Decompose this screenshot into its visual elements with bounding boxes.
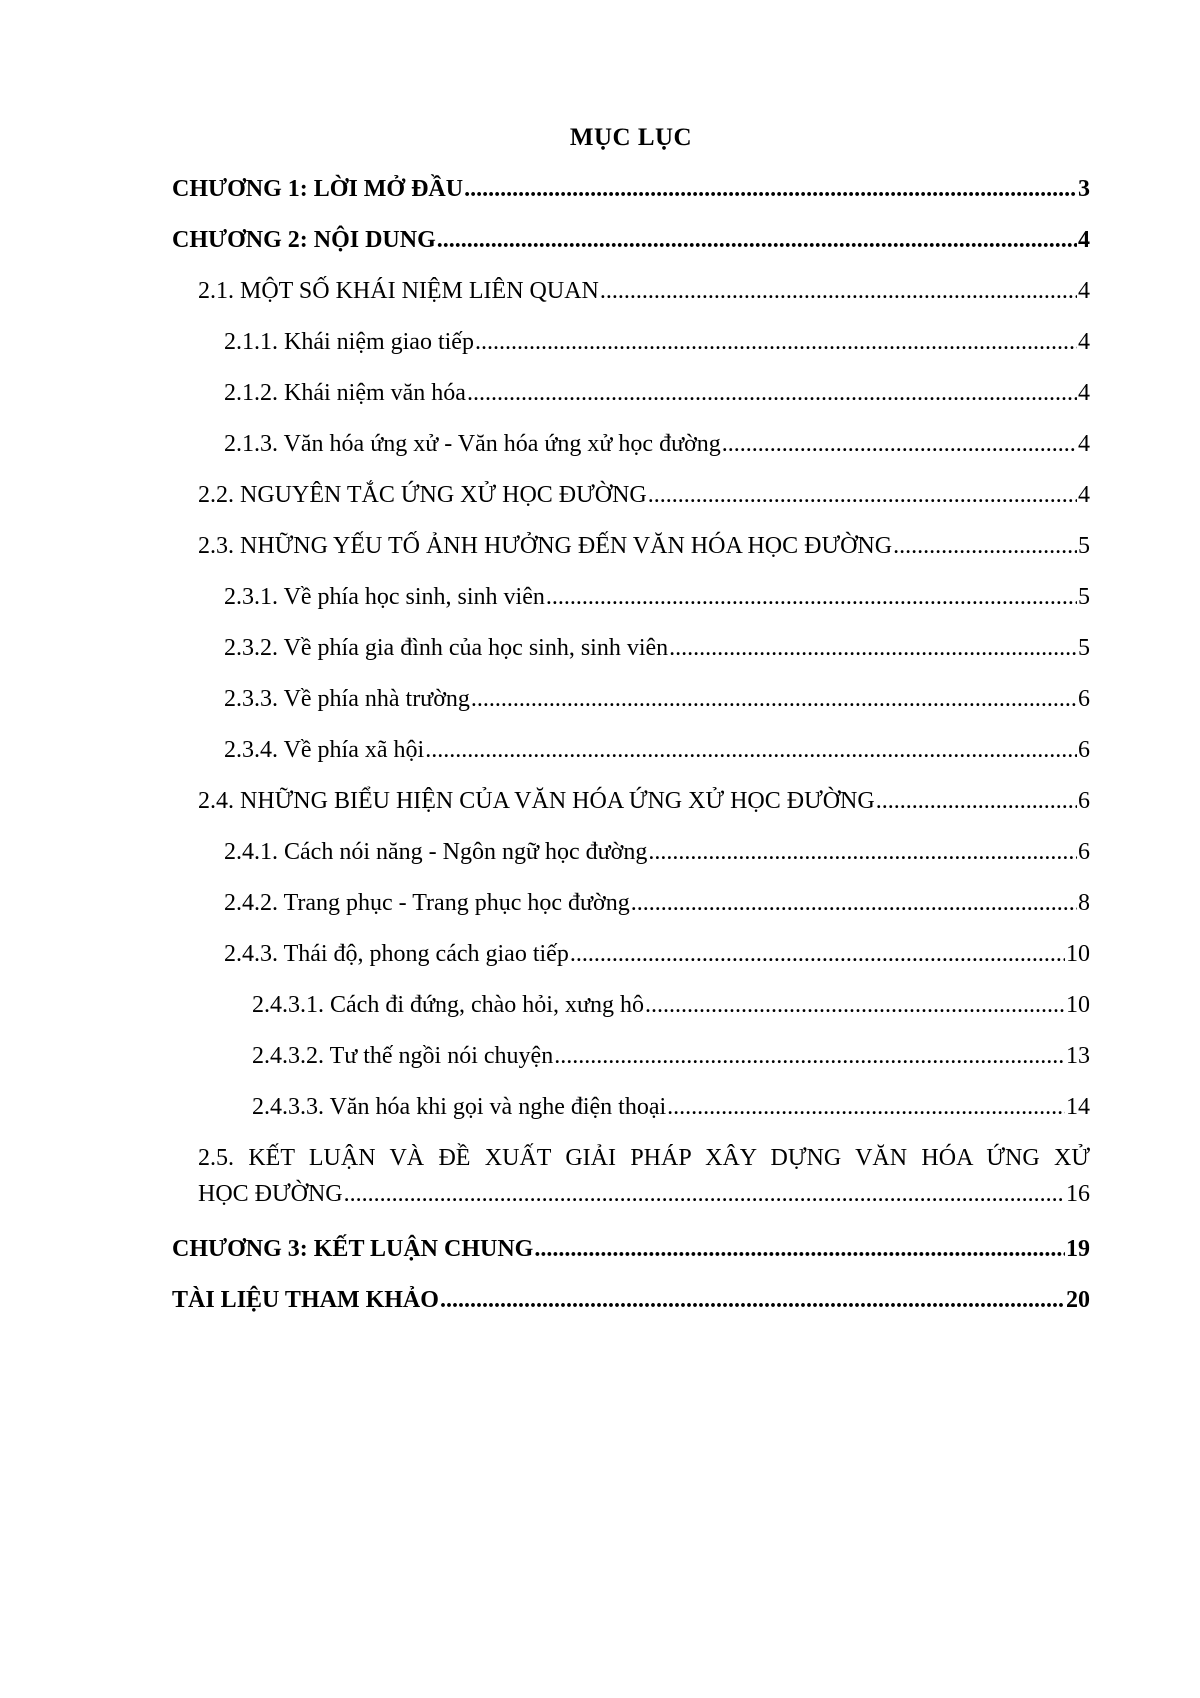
dot-leader [464, 176, 1077, 203]
toc-entry-label: 2.2. NGUYÊN TẮC ỨNG XỬ HỌC ĐƯỜNG [198, 482, 647, 508]
toc-entry-page: 4 [1078, 227, 1090, 253]
toc-entry-2-4-3[interactable] [172, 941, 1090, 992]
toc-entry-2-4-3-3[interactable] [172, 1094, 1090, 1145]
toc-entry-page: 6 [1078, 839, 1090, 865]
toc-title: MỤC LỤC [569, 124, 693, 151]
toc-entry-page: 5 [1078, 635, 1090, 661]
toc-entry-label-line2: HỌC ĐƯỜNG [198, 1181, 343, 1207]
toc-entry-chuong-3[interactable] [172, 1236, 1090, 1287]
toc-entry-2-2[interactable] [172, 482, 1090, 533]
toc-entry-label: 2.3.1. Về phía học sinh, sinh viên [224, 584, 545, 610]
toc-entry-2-1[interactable] [172, 278, 1090, 329]
toc-entry-page: 3 [1078, 176, 1090, 202]
toc-entry-2-3-3[interactable] [172, 686, 1090, 737]
toc-entry-page: 10 [1066, 992, 1090, 1018]
dot-leader [471, 686, 1077, 713]
toc-entry-label: 2.3.4. Về phía xã hội [224, 737, 425, 763]
dot-leader [876, 788, 1077, 815]
toc-entry-label: 2.4.1. Cách nói năng - Ngôn ngữ học đường [224, 839, 648, 865]
toc-entry-label: TÀI LIỆU THAM KHẢO [172, 1287, 439, 1313]
dot-leader [893, 533, 1077, 560]
toc-entry-label: 2.4. NHỮNG BIỂU HIỆN CỦA VĂN HÓA ỨNG XỬ HỌC ĐƯỜNG [198, 788, 875, 814]
toc-entry-2-3-4[interactable] [172, 737, 1090, 788]
toc-entry-page: 6 [1078, 686, 1090, 712]
toc-entry-tai-lieu[interactable] [172, 1287, 1090, 1338]
toc-entry-2-3-2[interactable] [172, 635, 1090, 686]
toc-entry-page: 6 [1078, 737, 1090, 763]
toc-entry-label: 2.1.2. Khái niệm văn hóa [224, 380, 466, 406]
toc-entry-label: 2.3. NHỮNG YẾU TỐ ẢNH HƯỞNG ĐẾN VĂN HÓA HỌC ĐƯỜNG [198, 533, 893, 559]
toc-entry-page: 14 [1066, 1094, 1090, 1120]
toc-entry-label: CHƯƠNG 3: KẾT LUẬN CHUNG [172, 1236, 534, 1262]
toc-entry-2-4-1[interactable] [172, 839, 1090, 890]
toc-entry-label: 2.3.3. Về phía nhà trường [224, 686, 470, 712]
toc-entry-page: 5 [1078, 533, 1090, 559]
toc-entry-page: 4 [1078, 431, 1090, 457]
dot-leader [667, 1094, 1065, 1121]
toc-entry-chuong-2[interactable] [172, 227, 1090, 278]
dot-leader [631, 890, 1077, 917]
dot-leader [437, 227, 1077, 254]
dot-leader [467, 380, 1077, 407]
toc-entry-label: 2.1.1. Khái niệm giao tiếp [224, 329, 474, 355]
toc-entry-label: 2.4.2. Trang phục - Trang phục học đường [224, 890, 630, 916]
toc-entry-page: 19 [1066, 1236, 1090, 1262]
dot-leader [475, 329, 1077, 356]
toc-entry-label: CHƯƠNG 2: NỘI DUNG [172, 227, 436, 253]
dot-leader [600, 278, 1077, 305]
dot-leader [648, 839, 1077, 866]
toc-entry-page: 5 [1078, 584, 1090, 610]
toc-entry-label: 2.4.3. Thái độ, phong cách giao tiếp [224, 941, 569, 967]
toc-entry-label-line1: 2.5. KẾT LUẬN VÀ ĐỀ XUẤT GIẢI PHÁP XÂY DỰNG VĂN HÓA ỨNG XỬ [198, 1145, 1090, 1171]
toc-entry-page: 20 [1066, 1287, 1090, 1313]
toc-entry-chuong-1[interactable] [172, 176, 1090, 227]
toc-entry-label: CHƯƠNG 1: LỜI MỞ ĐẦU [172, 176, 464, 202]
toc-entry-page: 10 [1066, 941, 1090, 967]
dot-leader [440, 1287, 1065, 1314]
toc-entry-label: 2.4.3.2. Tư thế ngồi nói chuyện [252, 1043, 554, 1069]
toc-entry-label: 2.1.3. Văn hóa ứng xử - Văn hóa ứng xử học đường [224, 431, 721, 457]
toc-entry-2-3-1[interactable] [172, 584, 1090, 635]
dot-leader [344, 1181, 1065, 1208]
toc-entry-2-4-3-2[interactable] [172, 1043, 1090, 1094]
dot-leader [534, 1236, 1065, 1263]
toc-entry-2-5[interactable] [172, 1145, 1090, 1232]
toc-entry-label: 2.1. MỘT SỐ KHÁI NIỆM LIÊN QUAN [198, 278, 599, 304]
toc-entry-2-4[interactable] [172, 788, 1090, 839]
toc-entry-2-1-1[interactable] [172, 329, 1090, 380]
toc-entry-2-1-3[interactable] [172, 431, 1090, 482]
toc-entry-page: 4 [1078, 380, 1090, 406]
toc-entry-label: 2.3.2. Về phía gia đình của học sinh, sinh viên [224, 635, 669, 661]
table-of-contents [172, 176, 1090, 1338]
toc-entry-2-4-2[interactable] [172, 890, 1090, 941]
dot-leader [546, 584, 1077, 611]
toc-entry-page: 8 [1078, 890, 1090, 916]
toc-entry-2-4-3-1[interactable] [172, 992, 1090, 1043]
dot-leader [648, 482, 1077, 509]
dot-leader [425, 737, 1077, 764]
toc-entry-label: 2.4.3.1. Cách đi đứng, chào hỏi, xưng hô [252, 992, 644, 1018]
toc-entry-page: 13 [1066, 1043, 1090, 1069]
toc-entry-2-1-2[interactable] [172, 380, 1090, 431]
dot-leader [722, 431, 1077, 458]
dot-leader [570, 941, 1065, 968]
toc-entry-2-3[interactable] [172, 533, 1090, 584]
dot-leader [669, 635, 1077, 662]
toc-entry-page: 16 [1066, 1181, 1090, 1207]
dot-leader [645, 992, 1065, 1019]
toc-entry-page: 6 [1078, 788, 1090, 814]
dot-leader [554, 1043, 1065, 1070]
toc-entry-label: 2.4.3.3. Văn hóa khi gọi và nghe điện thoại [252, 1094, 667, 1120]
toc-entry-page: 4 [1078, 482, 1090, 508]
toc-entry-page: 4 [1078, 329, 1090, 355]
toc-entry-page: 4 [1078, 278, 1090, 304]
